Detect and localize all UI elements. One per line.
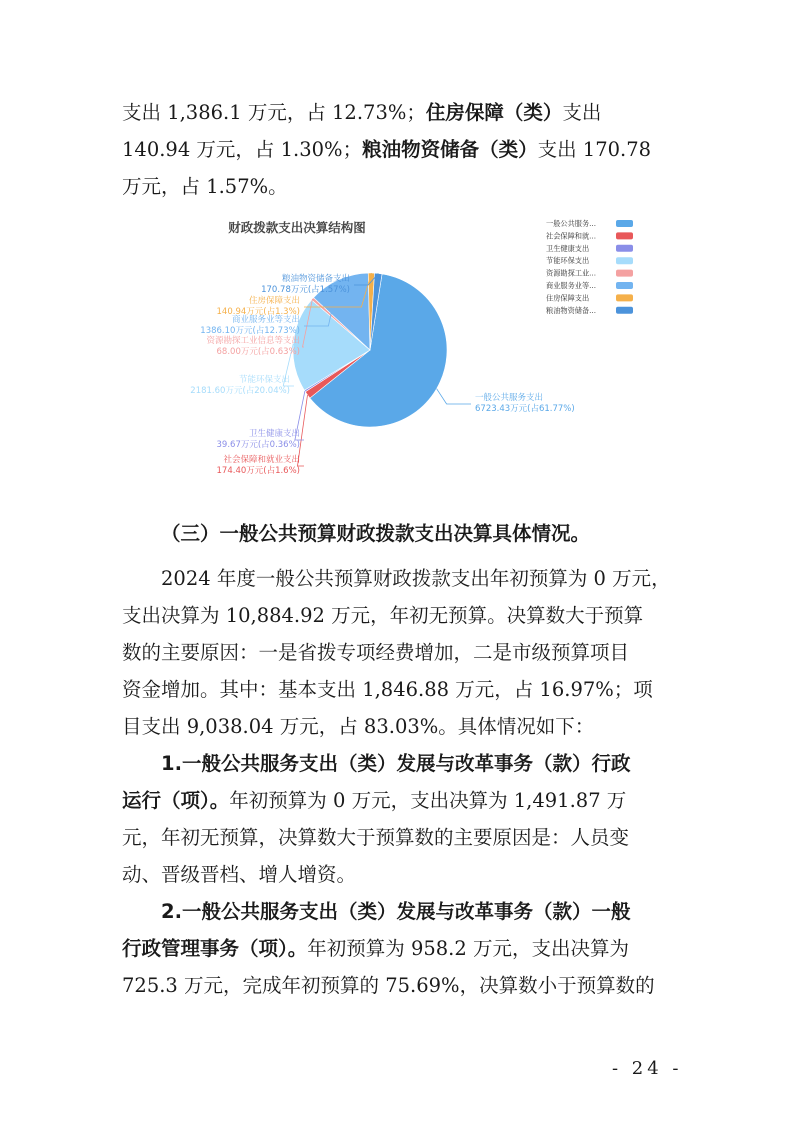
para-line — [122, 782, 682, 819]
legend-label: 节能环保支出 — [546, 256, 590, 266]
slice-value-label: 140.94万元(占1.3%) — [216, 307, 300, 317]
legend-swatch — [616, 245, 633, 252]
slice-name-label: 卫生健康支出 — [248, 429, 300, 439]
legend-label: 商业服务业等... — [546, 281, 596, 290]
para-line: 数的主要原因：一是省拨专项经费增加，二是市级预算项目 — [122, 641, 630, 664]
text-run: 支出 170.78 — [537, 138, 652, 161]
legend-swatch — [616, 232, 633, 239]
legend-swatch — [616, 307, 633, 314]
text-run: 万元，占 1.57%。 — [122, 175, 288, 198]
legend-swatch — [616, 220, 633, 227]
legend-label: 住房保障支出 — [546, 293, 590, 303]
body-text — [122, 560, 682, 1004]
text-run: 年初预算为 958.2 万元，支出决算为 — [307, 937, 629, 960]
item1-heading-line: 1.一般公共服务支出（类）发展与改革事务（款）行政 — [161, 752, 631, 775]
legend-label: 卫生健康支出 — [546, 243, 590, 253]
text-run: 支出 — [562, 101, 602, 124]
section-heading: （三）一般公共预算财政拨款支出决算具体情况。 — [161, 522, 591, 545]
slice-name-label: 资源勘探工业信息等支出 — [206, 336, 300, 346]
slice-name-label: 一般公共服务支出 — [475, 393, 544, 403]
bold-run: 住房保障（类） — [425, 101, 563, 124]
para-line: 元，年初无预算，决算数大于预算数的主要原因是：人员变 — [122, 826, 630, 849]
para-line: 2024 年度一般公共预算财政拨款支出年初预算为 0 万元， — [161, 567, 671, 590]
para-line: 支出决算为 10,884.92 万元，年初无预算。决算数大于预算 — [122, 604, 644, 627]
legend-label: 资源勘探工业... — [546, 268, 596, 278]
bold-run: 运行（项）。 — [122, 789, 230, 812]
text-run: 140.94 万元，占 1.30%； — [122, 138, 363, 161]
legend-swatch — [616, 270, 633, 277]
text-run: 年初预算为 0 万元，支出决算为 1,491.87 万 — [229, 789, 627, 812]
slice-value-label: 1386.10万元(占12.73%) — [200, 326, 300, 336]
para-line: 动、晋级晋档、增人增资。 — [122, 863, 357, 886]
chart-legend — [546, 219, 633, 315]
slice-value-label: 174.40万元(占1.6%) — [216, 466, 300, 476]
chart-title: 财政拨款支出决算结构图 — [228, 220, 366, 235]
slice-name-label: 社会保障和就业支出 — [223, 455, 300, 465]
slice-name-label: 粮油物资储备支出 — [281, 274, 350, 284]
top-paragraph — [122, 94, 682, 205]
text-run: 支出 1,386.1 万元，占 12.73%； — [122, 101, 426, 124]
slice-value-label: 39.67万元(占0.36%) — [216, 440, 300, 450]
leader-line — [437, 389, 471, 404]
legend-swatch — [616, 257, 633, 264]
legend-swatch — [616, 282, 633, 289]
legend-label: 粮油物资储备... — [546, 305, 596, 315]
para-line: 资金增加。其中：基本支出 1,846.88 万元，占 16.97%；项 — [122, 678, 653, 701]
slice-name-label: 商业服务业等支出 — [231, 315, 300, 325]
bold-run: 粮油物资储备（类） — [362, 138, 538, 161]
slice-name-label: 住房保障支出 — [248, 296, 300, 306]
para-line: 725.3 万元，完成年初预算的 75.69%，决算数小于预算数的 — [122, 974, 655, 997]
slice-value-label: 170.78万元(占1.57%) — [261, 285, 350, 295]
slice-value-label: 68.00万元(占0.63%) — [216, 347, 300, 357]
legend-swatch — [616, 294, 633, 301]
slice-value-label: 2181.60万元(占20.04%) — [190, 386, 290, 396]
para-line — [122, 168, 682, 205]
para-line — [122, 94, 682, 131]
pie-slices — [293, 273, 447, 427]
page-number: - 24 - — [612, 1058, 683, 1079]
bold-run: 行政管理事务（项）。 — [122, 937, 308, 960]
para-line: 目支出 9,038.04 万元，占 83.03%。具体情况如下： — [122, 715, 595, 738]
legend-label: 社会保障和就... — [546, 231, 596, 241]
slice-name-label: 节能环保支出 — [238, 375, 290, 385]
slice-value-label: 6723.43万元(占61.77%) — [475, 404, 575, 414]
para-line — [122, 131, 682, 168]
item2-heading-line: 2.一般公共服务支出（类）发展与改革事务（款）一般 — [161, 900, 631, 923]
expenditure-pie-chart — [150, 210, 660, 485]
para-line — [122, 930, 682, 967]
legend-label: 一般公共服务... — [546, 219, 596, 228]
